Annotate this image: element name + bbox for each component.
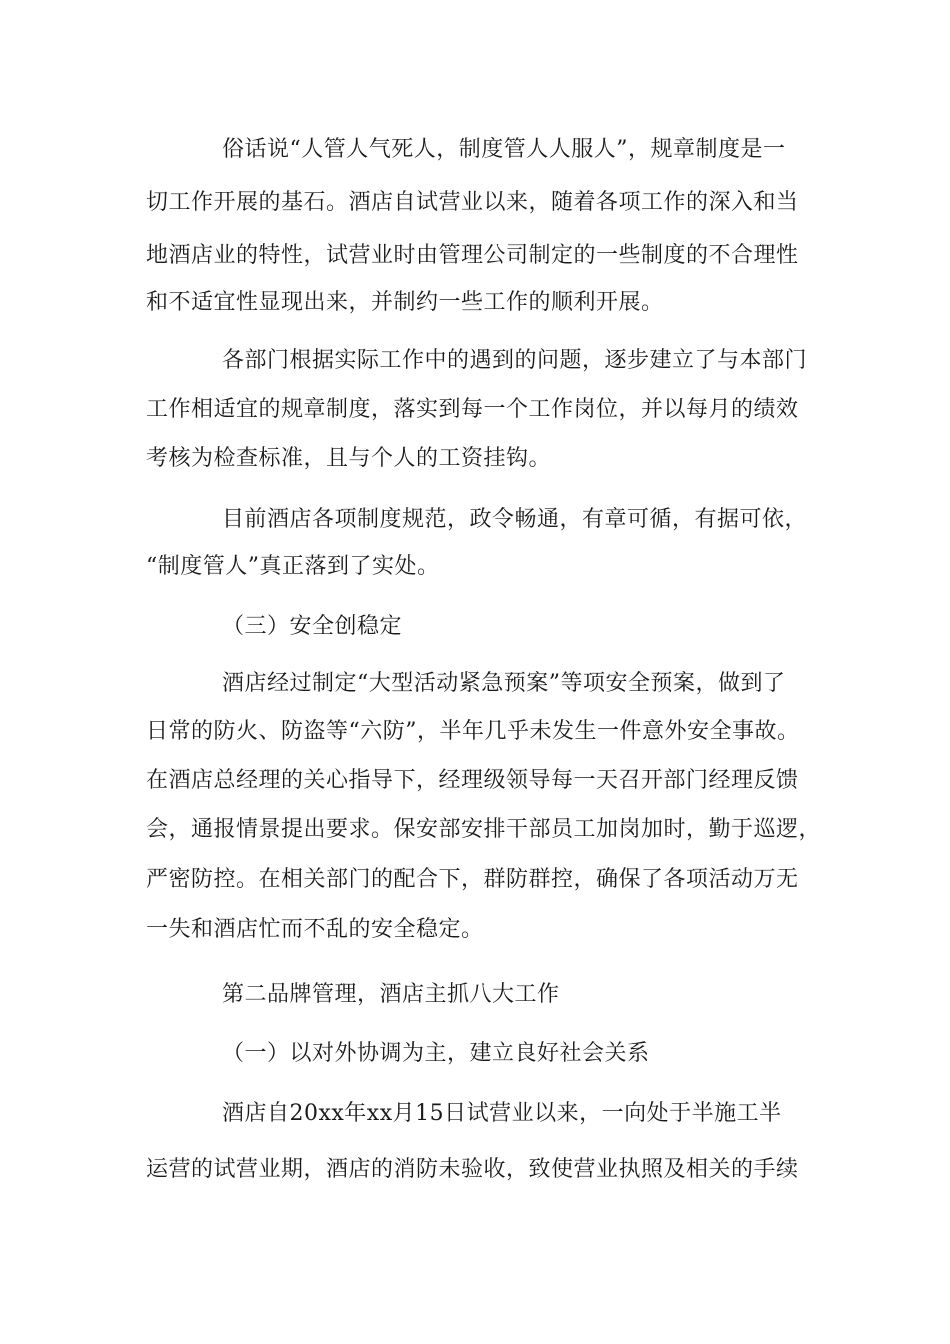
text-line: 工作相适宜的规章制度，落实到每一个工作岗位，并以每月的绩效 bbox=[146, 397, 799, 422]
text-line: 日常的防火、防盗等“六防”，半年几乎未发生一件意外安全事故。 bbox=[146, 719, 800, 744]
text-line: 各部门根据实际工作中的遇到的问题，逐步建立了与本部门 bbox=[222, 348, 808, 373]
heading-line: 第二品牌管理，酒店主抓八大工作 bbox=[222, 982, 560, 1007]
heading-line: （一）以对外协调为主，建立良好社会关系 bbox=[222, 1041, 650, 1066]
text-line: 考核为检查标准，且与个人的工资挂钩。 bbox=[146, 446, 552, 471]
text-line: 俗话说“人管人气死人，制度管人人服人”，规章制度是一 bbox=[222, 137, 786, 162]
text-line: 会，通报情景提出要求。保安部安排干部员工加岗加时，勤于巡逻， bbox=[146, 817, 822, 842]
text-line: 切工作开展的基石。酒店自试营业以来，随着各项工作的深入和当 bbox=[146, 190, 799, 215]
text-line: 目前酒店各项制度规范，政令畅通，有章可循，有据可依， bbox=[222, 507, 808, 532]
text-line: 酒店经过制定“大型活动紧急预案”等项安全预案，做到了 bbox=[222, 671, 786, 696]
text-line: 一失和酒店忙而不乱的安全稳定。 bbox=[146, 917, 484, 942]
heading-line: （三）安全创稳定 bbox=[222, 614, 403, 639]
text-line: 地酒店业的特性，试营业时由管理公司制定的一些制度的不合理性 bbox=[146, 243, 799, 268]
text-line: “制度管人”真正落到了实处。 bbox=[146, 554, 440, 579]
text-line: 严密防控。在相关部门的配合下，群防群控，确保了各项活动万无 bbox=[146, 867, 799, 892]
text-line: 酒店自20xx年xx月15日试营业以来，一向处于半施工半 bbox=[222, 1101, 782, 1126]
text-line: 运营的试营业期，酒店的消防未验收，致使营业执照及相关的手续 bbox=[146, 1157, 799, 1182]
text-line: 和不适宜性显现出来，并制约一些工作的顺利开展。 bbox=[146, 290, 664, 315]
text-line: 在酒店总经理的关心指导下，经理级领导每一天召开部门经理反馈 bbox=[146, 768, 799, 793]
